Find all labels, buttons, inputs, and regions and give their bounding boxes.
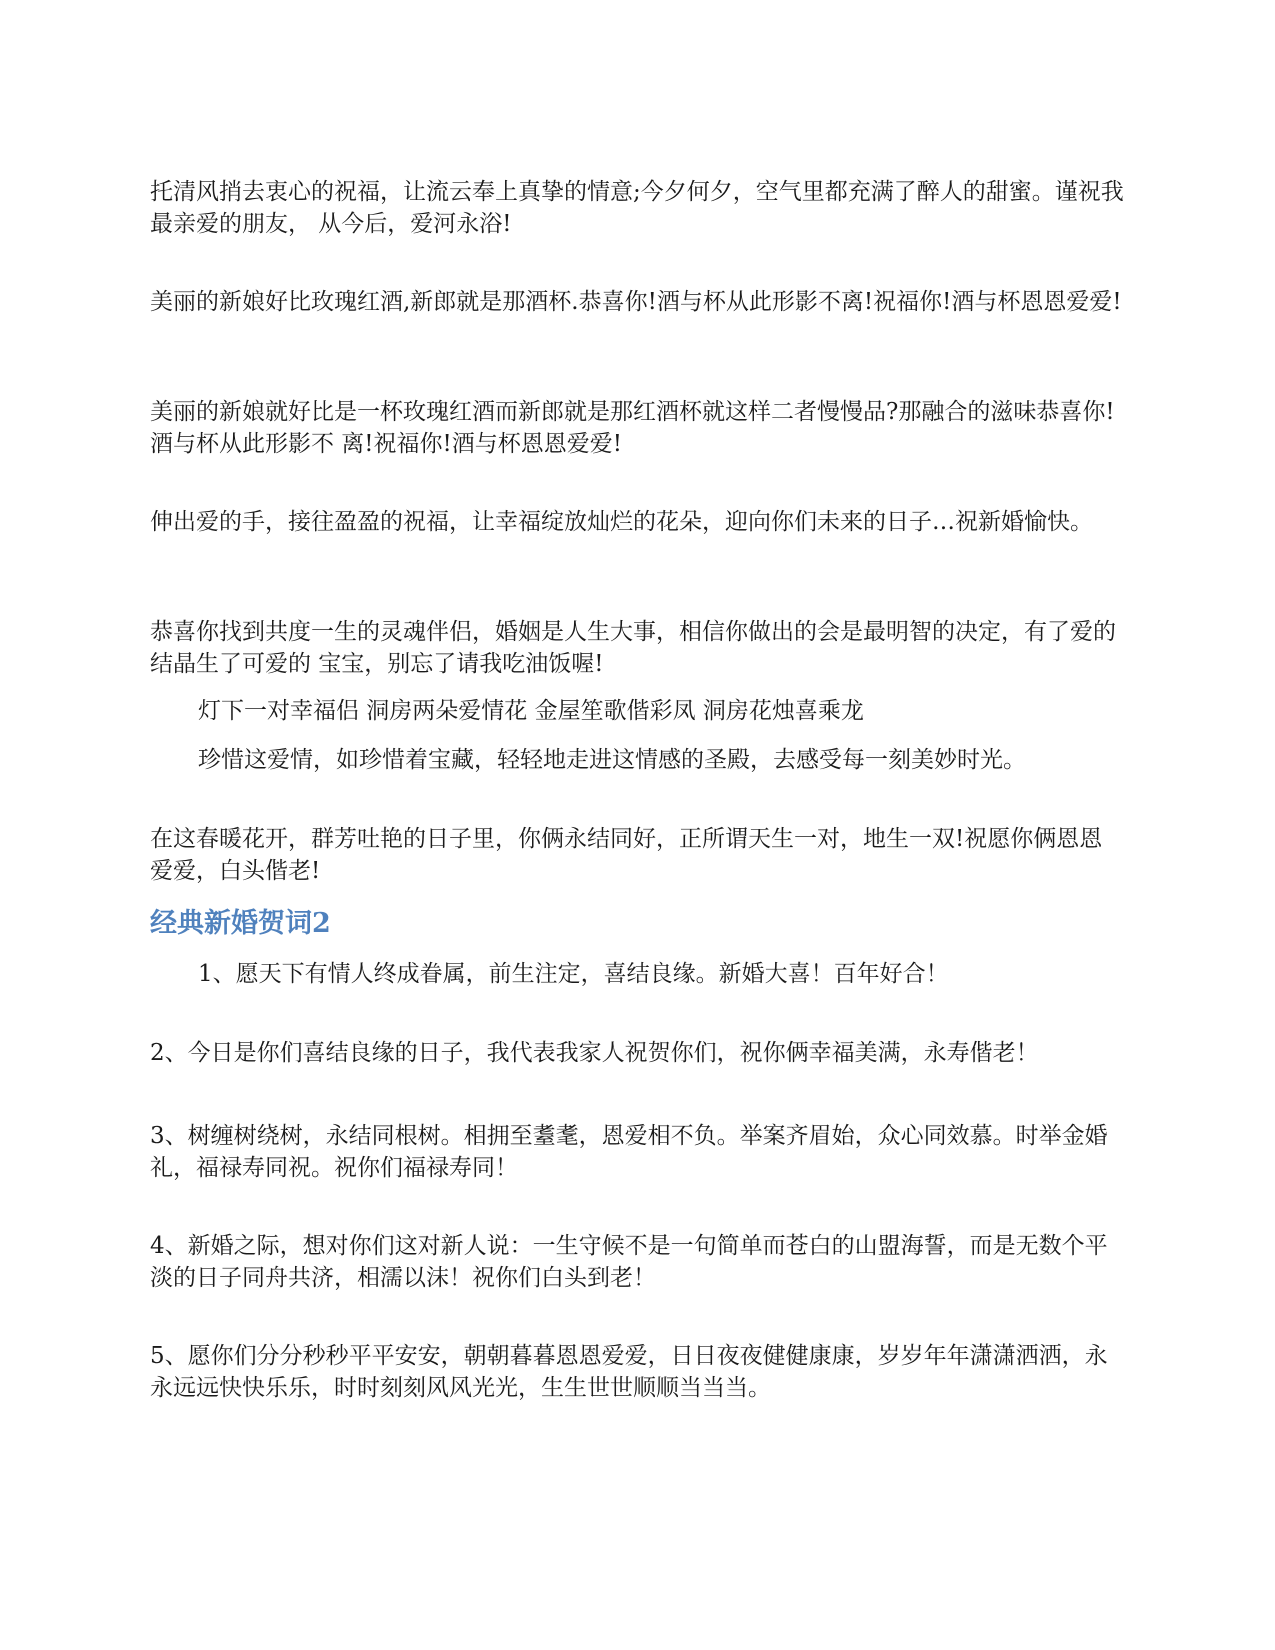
section-item-4: 4、新婚之际，想对你们这对新人说：一生守候不是一句简单而苍白的山盟海誓，而是无数个平淡的日子同舟共济，相濡以沫！祝你们白头到老！ bbox=[150, 1233, 1108, 1291]
section-item-3: 3、树缠树绕树，永结同根树。相拥至耋耄，恩爱相不负。举案齐眉始，众心同效慕。时举金婚礼，福禄寿同祝。祝你们福禄寿同！ bbox=[150, 1123, 1108, 1181]
paragraph-soulmate: 恭喜你找到共度一生的灵魂伴侣，婚姻是人生大事，相信你做出的会是最明智的决定，有了爱的结晶生了可爱的 宝宝，别忘了请我吃油饭喔! bbox=[150, 619, 1116, 677]
paragraph-bride-wine-cup: 美丽的新娘就好比是一杯玫瑰红酒而新郎就是那红酒杯就这样二者慢慢品?那融合的滋味恭喜你!酒与杯从此形影不 离!祝福你!酒与杯恩恩爱爱! bbox=[150, 399, 1115, 457]
paragraph-spring-blossom: 在这春暖花开，群芳吐艳的日子里，你俩永结同好，正所谓天生一对，地生一双!祝愿你俩恩恩爱爱，白头偕老! bbox=[150, 826, 1103, 884]
paragraph-bride-rose-wine: 美丽的新娘好比玫瑰红酒,新郎就是那酒杯.恭喜你!酒与杯从此形影不离!祝福你!酒与杯恩恩爱爱! bbox=[150, 289, 1122, 315]
paragraph-cherish-love: 珍惜这爱情，如珍惜着宝藏，轻轻地走进这情感的圣殿，去感受每一刻美妙时光。 bbox=[198, 747, 1026, 773]
paragraph-hand-of-love: 伸出爱的手，接往盈盈的祝福，让幸福绽放灿烂的花朵，迎向你们未来的日子…祝新婚愉快。 bbox=[150, 509, 1093, 535]
section-item-2: 2、今日是你们喜结良缘的日子，我代表我家人祝贺你们，祝你俩幸福美满，永寿偕老！ bbox=[150, 1040, 1039, 1066]
section-item-1: 1、愿天下有情人终成眷属，前生注定，喜结良缘。新婚大喜！百年好合！ bbox=[198, 961, 949, 987]
paragraph-blessing-breeze: 托清风捎去衷心的祝福，让流云奉上真挚的情意;今夕何夕，空气里都充满了醉人的甜蜜。谨祝我最亲爱的朋友， 从今后，爱河永浴! bbox=[150, 179, 1124, 237]
section-heading: 经典新婚贺词2 bbox=[150, 908, 331, 939]
paragraph-couplet: 灯下一对幸福侣 洞房两朵爱情花 金屋笙歌偕彩凤 洞房花烛喜乘龙 bbox=[198, 698, 864, 724]
section-item-5: 5、愿你们分分秒秒平平安安，朝朝暮暮恩恩爱爱，日日夜夜健健康康，岁岁年年潇潇洒洒，永永远远快快乐乐，时时刻刻风风光光，生生世世顺顺当当当。 bbox=[150, 1343, 1108, 1401]
